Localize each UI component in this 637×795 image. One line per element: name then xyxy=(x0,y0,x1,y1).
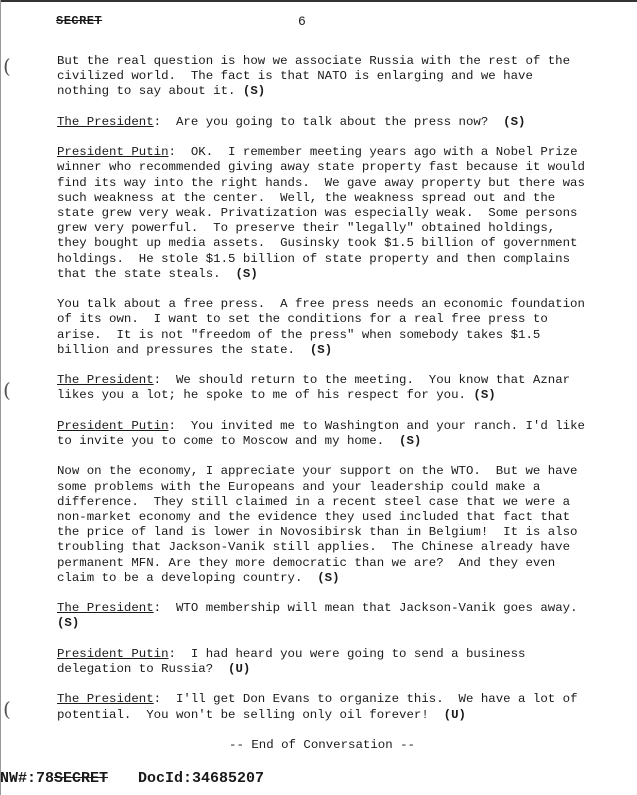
paragraph-text: You invited me to Washington and your ranch. I'd like to invite you to come to Moscow and my home. xyxy=(57,418,593,448)
nw-number: NW#:78 xyxy=(0,770,55,787)
document-footer xyxy=(0,770,264,787)
page-number: 6 xyxy=(298,14,306,29)
paragraph xyxy=(57,297,593,358)
classification-portion-mark: (S) xyxy=(317,570,340,585)
paragraph-text: But the real question is how we associate Russia with the rest of the civilized world. The fact is that NATO is enlarging and we have nothing to say about it. xyxy=(57,54,578,99)
margin-bracket-mark: ( xyxy=(3,378,11,402)
paragraph xyxy=(57,464,587,586)
speaker-label: President Putin xyxy=(57,418,169,433)
classification-portion-mark: (S) xyxy=(503,114,526,129)
left-edge xyxy=(0,0,1,795)
paragraph: President Putin: I had heard you were going to send a business delegation to Russia? (U) xyxy=(57,646,533,676)
paragraph-text: You talk about a free press. A free press needs an economic foundation of its own. I want to set the conditions for a real free press to arise. It is not "freedom of the press" when somebody takes $1.5 billion and pressures the state. xyxy=(57,297,593,357)
paragraph: President Putin: You invited me to Washington and your ranch. I'd like to invite you to come to Moscow and my home. (S) xyxy=(57,418,593,448)
classification-portion-mark: (S) xyxy=(309,342,333,357)
classification-portion-mark: (S) xyxy=(235,266,258,281)
classification-portion-mark: (S) xyxy=(242,84,266,99)
paragraph: The President: WTO membership will mean that Jackson-Vanik goes away. (S) xyxy=(57,601,578,631)
memo-body xyxy=(57,54,593,768)
end-of-conversation: -- End of Conversation -- xyxy=(229,737,415,752)
paragraph: President Putin: OK. I remember meeting years ago with a Nobel Prize winner who recommended giving away state property fast because it would find its way into the right hands. We gave away property but there was such weakness at the center. Well, the weakness spread out and the state grew very weak. Privatization was especially weak. Some persons grew very powerful. To preserve their "legally" obtained holdings, they bought up media assets. Gusinsky took $1.5 billion of government holdings. He stole $1.5 billion of state property and then complains that the state steals. (S) xyxy=(57,145,593,281)
paragraph-text: We should return to the meeting. You know that Aznar likes you a lot; he spoke to me of his respect for you. xyxy=(57,373,578,403)
speaker-label: The President xyxy=(57,114,154,129)
classification-portion-mark: (S) xyxy=(473,388,496,403)
classification-marking: SECRET xyxy=(56,14,103,28)
classification-portion-mark: (S) xyxy=(57,616,80,631)
paragraph-text: I'll get Don Evans to organize this. We have a lot of potential. You won't be selling only oil forever! xyxy=(57,692,585,722)
margin-bracket-mark: ( xyxy=(3,54,11,78)
struck-classification: SECRET xyxy=(54,770,109,787)
top-edge xyxy=(0,0,637,2)
paragraph: The President: Are you going to talk about the press now? (S) xyxy=(57,114,526,129)
paragraph: The President: I'll get Don Evans to organize this. We have a lot of potential. You won't be selling only oil forever! (U) xyxy=(57,692,585,722)
doc-id: DocId:34685207 xyxy=(138,770,265,787)
paragraph xyxy=(57,54,587,100)
classification-portion-mark: (U) xyxy=(228,662,251,676)
paragraph-text: Now on the economy, I appreciate your support on the WTO. But we have some problems with the Europeans and your leadership could make a difference. They still claimed in a recent steel case that we were a non-market economy and the evidence they used included that fact that the price of land is lower in Novosibirsk than in Belgium! It is also troubling that Jackson-Vanik still applies. The Chinese already have permanent MFN. Are they more democratic than we are? And they even claim to be a developing country. xyxy=(57,464,585,585)
paragraph-text: WTO membership will mean that Jackson-Vanik goes away. xyxy=(175,601,578,616)
paragraph-text: I had heard you were going to send a business delegation to Russia? xyxy=(57,646,533,676)
speaker-label: The President xyxy=(57,692,154,707)
classification-portion-mark: (S) xyxy=(399,434,422,448)
paragraph-text: OK. I remember meeting years ago with a Nobel Prize winner who recommended giving away state property fast because it would find its way into the right hands. We gave away property but there was such weakness at the center. Well, the weakness spread out and the state grew very weak. Privatization was especially weak. Some persons grew very powerful. To preserve their "legally" obtained holdings, they bought up media assets. Gusinsky took $1.5 billion of government holdings. He stole $1.5 billion of state property and then complains that the state steals. xyxy=(57,145,593,281)
speaker-label: The President xyxy=(57,373,154,388)
margin-bracket-mark: ( xyxy=(3,697,11,721)
paragraph-text: Are you going to talk about the press now? xyxy=(175,114,489,129)
speaker-label: President Putin xyxy=(57,646,169,661)
speaker-label: President Putin xyxy=(57,145,169,160)
classification-portion-mark: (U) xyxy=(443,707,466,722)
speaker-label: The President xyxy=(57,601,154,616)
paragraph: The President: We should return to the meeting. You know that Aznar likes you a lot; he spoke to me of his respect for you. (S) xyxy=(57,373,578,403)
